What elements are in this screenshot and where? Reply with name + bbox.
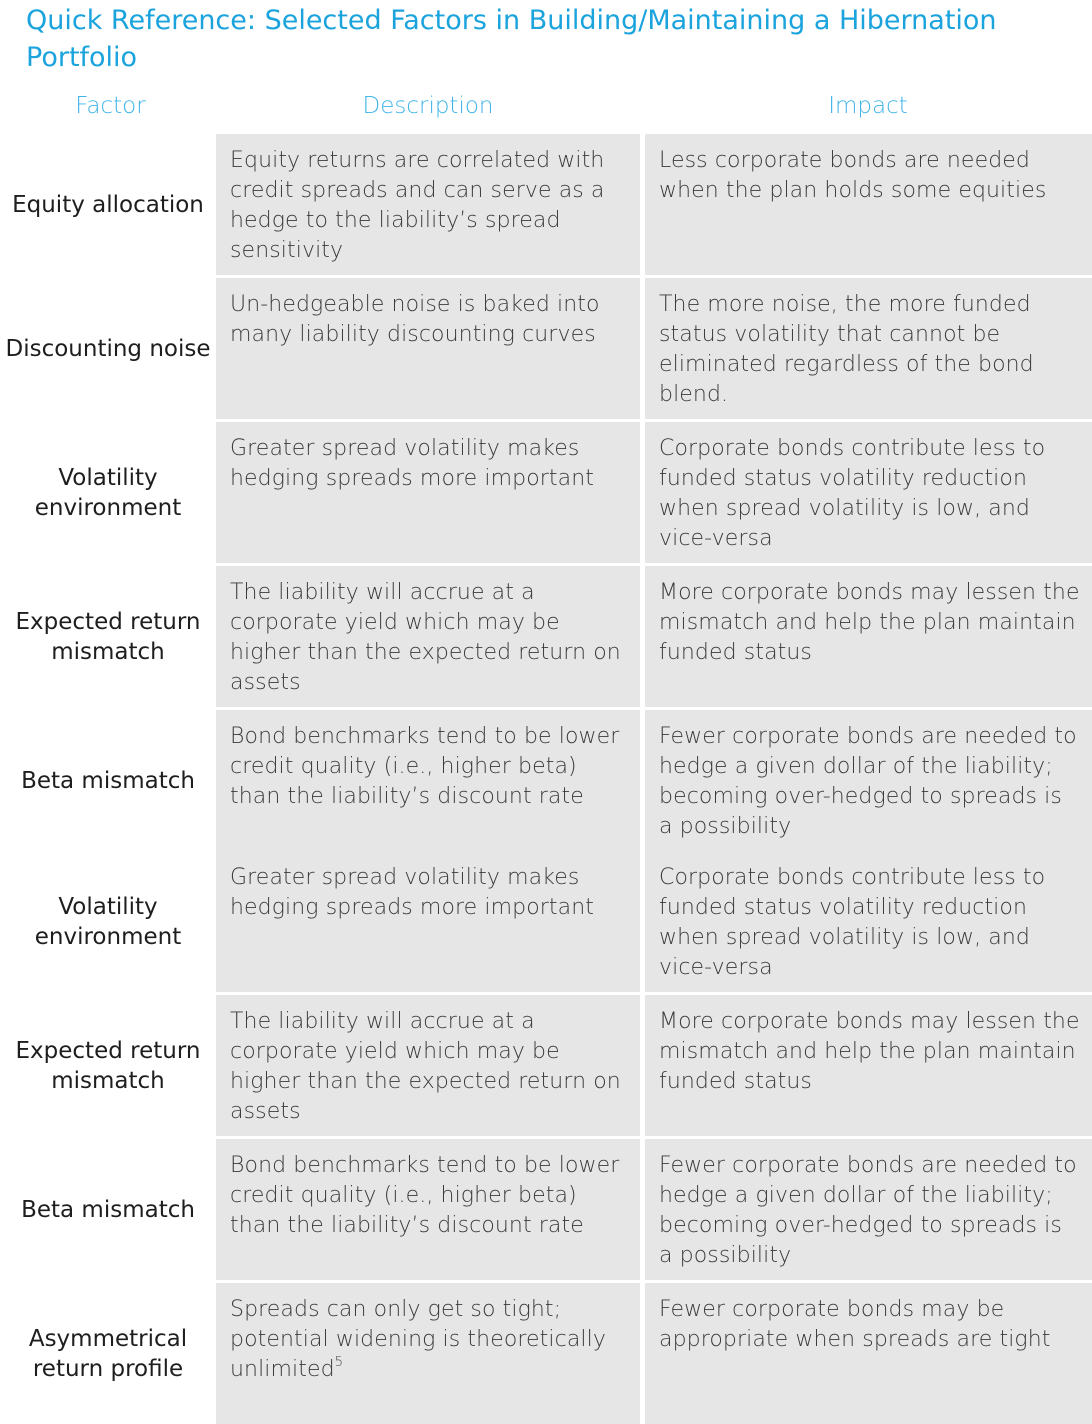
description-cell <box>216 1283 640 1424</box>
factor-cell: Discounting noise <box>5 335 211 362</box>
impact-cell: More corporate bonds may lessen the mismatch and help the plan maintain funded status <box>645 566 1092 707</box>
factor-cell: Beta mismatch <box>21 1196 195 1223</box>
impact-cell: Fewer corporate bonds are needed to hedge a given dollar of the liability; becoming over-hedged to spreads is a possibility <box>645 710 1092 851</box>
table-row <box>0 134 1092 275</box>
description-cell: Greater spread volatility makes hedging spreads more important <box>216 851 640 992</box>
impact-cell: Fewer corporate bonds are needed to hedge a given dollar of the liability; becoming over-hedged to spreads is a possibility <box>645 1139 1092 1280</box>
impact-cell: Less corporate bonds are needed when the plan holds some equities <box>645 134 1092 275</box>
impact-cell: Corporate bonds contribute less to funded status volatility reduction when spread volatility is low, and vice-versa <box>645 422 1092 563</box>
table-row <box>0 278 1092 419</box>
description-cell: Bond benchmarks tend to be lower credit quality (i.e., higher beta) than the liability’s discount rate <box>216 1139 640 1280</box>
description-text: Spreads can only get so tight; potential widening is theoretically unlimited <box>230 1297 606 1382</box>
description-cell: Equity returns are correlated with credit spreads and can serve as a hedge to the liability’s spread sensitivity <box>216 134 640 275</box>
description-cell: The liability will accrue at a corporate yield which may be higher than the expected return on assets <box>216 566 640 707</box>
footnote-marker: 5 <box>334 1354 344 1370</box>
impact-cell: More corporate bonds may lessen the mismatch and help the plan maintain funded status <box>645 995 1092 1136</box>
factor-cell: Expected return mismatch <box>15 1037 201 1094</box>
impact-cell: Fewer corporate bonds may be appropriate when spreads are tight <box>645 1283 1092 1424</box>
table-row <box>0 710 1092 851</box>
factor-cell: Volatility environment <box>34 893 182 950</box>
description-cell: Bond benchmarks tend to be lower credit quality (i.e., higher beta) than the liability’s discount rate <box>216 710 640 851</box>
description-cell: Un-hedgeable noise is baked into many liability discounting curves <box>216 278 640 419</box>
impact-cell: Corporate bonds contribute less to funded status volatility reduction when spread volatility is low, and vice-versa <box>645 851 1092 992</box>
factor-cell: Asymmetrical return profile <box>28 1325 188 1382</box>
factor-cell: Volatility environment <box>34 464 182 521</box>
table-row <box>0 566 1092 707</box>
table-row <box>0 995 1092 1136</box>
impact-cell: The more noise, the more funded status volatility that cannot be eliminated regardless of the bond blend. <box>645 278 1092 419</box>
table-row <box>0 422 1092 563</box>
table-row <box>0 1139 1092 1280</box>
column-header-factor: Factor <box>75 93 146 119</box>
factor-cell: Equity allocation <box>12 191 204 218</box>
column-header-description: Description <box>362 93 494 119</box>
table-row <box>0 851 1092 992</box>
description-cell: The liability will accrue at a corporate yield which may be higher than the expected return on assets <box>216 995 640 1136</box>
description-cell: Greater spread volatility makes hedging spreads more important <box>216 422 640 563</box>
factor-cell: Expected return mismatch <box>15 608 201 665</box>
factor-cell: Beta mismatch <box>21 767 195 794</box>
column-header-impact: Impact <box>828 93 908 119</box>
table-row <box>0 1283 1092 1424</box>
page-title: Quick Reference: Selected Factors in Building/Maintaining a Hibernation Portfolio <box>26 5 997 73</box>
